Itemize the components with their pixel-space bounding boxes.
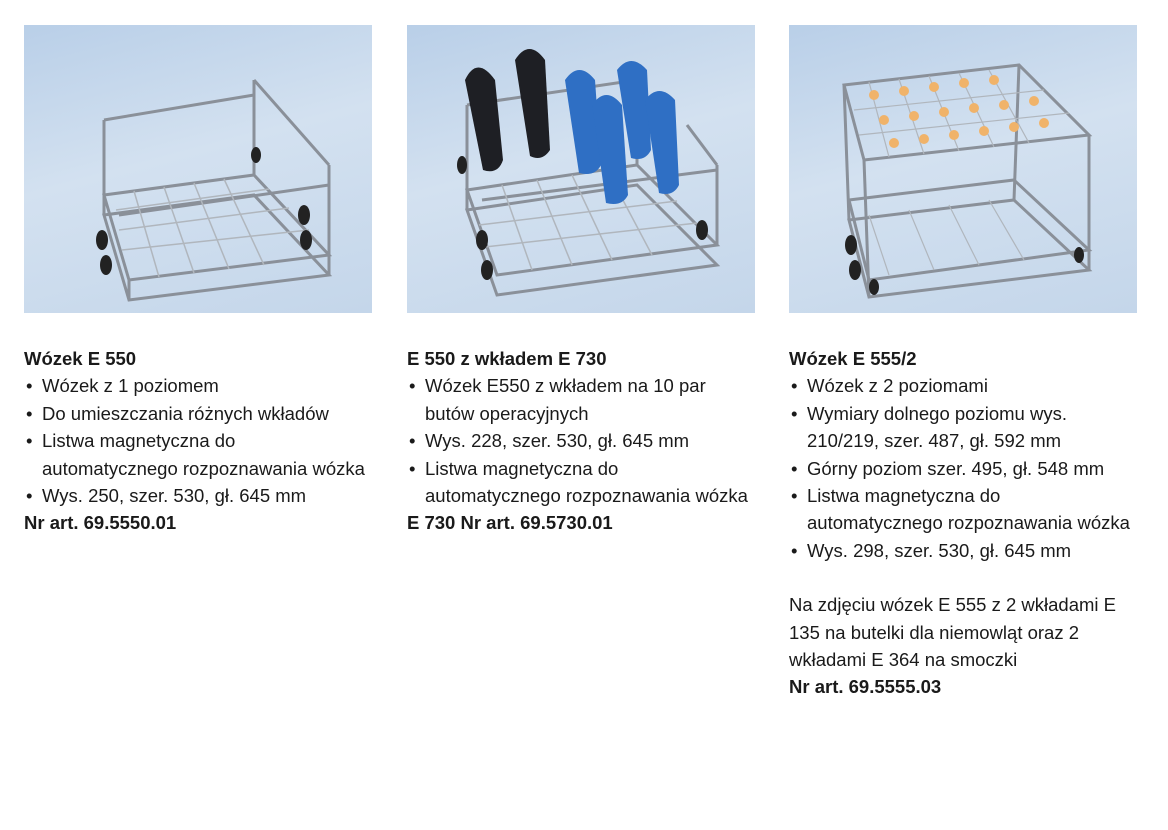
- feature-item: • Wys. 250, szer. 530, gł. 645 mm: [24, 482, 372, 509]
- cart-e550-with-e730-photo: [407, 25, 755, 313]
- feature-item: • Wózek z 2 poziomami: [789, 372, 1137, 399]
- product-card-e550-e730: [407, 25, 755, 537]
- article-number: Nr art. 69.5550.01: [24, 512, 177, 534]
- feature-item: • Listwa magnetyczna do automatycznego rozpoznawania wózka: [24, 427, 372, 482]
- product-title: Wózek E 550: [24, 348, 137, 369]
- feature-item: • Do umieszczania różnych wkładów: [24, 400, 372, 427]
- feature-item: • Wys. 228, szer. 530, gł. 645 mm: [407, 427, 755, 454]
- feature-item: • Górny poziom szer. 495, gł. 548 mm: [789, 455, 1137, 482]
- photo-note: Na zdjęciu wózek E 555 z 2 wkładami E 135 na butelki dla niemowląt oraz 2 wkładami E 364 na smoczki: [789, 594, 1116, 671]
- feature-item: • Wózek z 1 poziomem: [24, 372, 372, 399]
- product-description: [24, 345, 372, 537]
- feature-list: [24, 372, 372, 509]
- product-description: [407, 345, 755, 537]
- feature-list: [789, 372, 1137, 564]
- feature-item: • Listwa magnetyczna do automatycznego rozpoznawania wózka: [407, 455, 755, 510]
- feature-item: • Wys. 298, szer. 530, gł. 645 mm: [789, 537, 1137, 564]
- product-title: E 550 z wkładem E 730: [407, 348, 607, 369]
- product-description: [789, 345, 1137, 701]
- cart-e555-2-photo: [789, 25, 1137, 313]
- product-card-e555-2: [789, 25, 1137, 701]
- article-number: E 730 Nr art. 69.5730.01: [407, 512, 613, 534]
- product-card-e550: [24, 25, 372, 537]
- feature-list: [407, 372, 755, 509]
- cart-e550-photo: [24, 25, 372, 313]
- article-number: Nr art. 69.5555.03: [789, 676, 942, 698]
- feature-item: • Wymiary dolnego poziomu wys. 210/219, szer. 487, gł. 592 mm: [789, 400, 1137, 455]
- feature-item: • Listwa magnetyczna do automatycznego rozpoznawania wózka: [789, 482, 1137, 537]
- product-title: Wózek E 555/2: [789, 348, 917, 369]
- feature-item: • Wózek E550 z wkładem na 10 par butów operacyjnych: [407, 372, 755, 427]
